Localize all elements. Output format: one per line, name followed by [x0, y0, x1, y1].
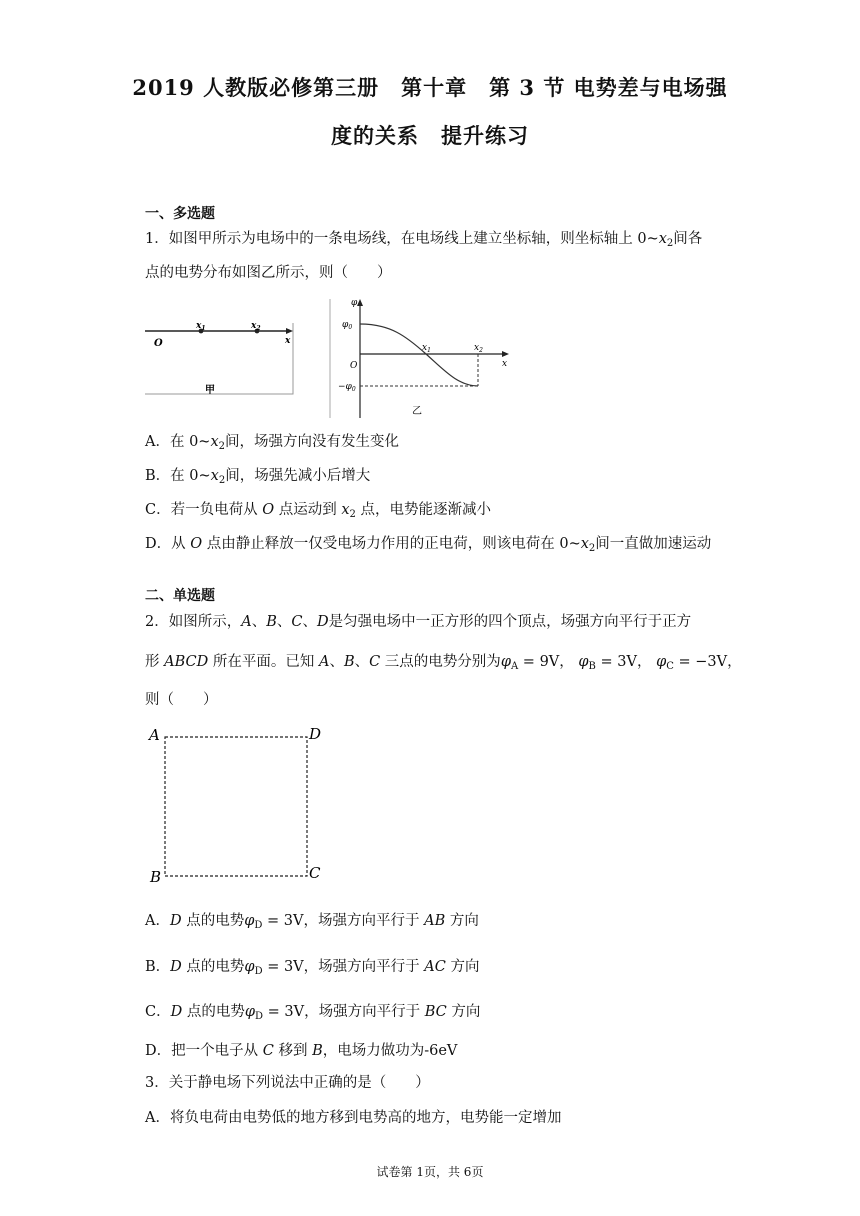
question-2-line-2: 形 ABCD 所在平面。已知 A、B、C 三点的电势分别为$\varphi_A = 9V$， $\varphi_B = 3V$， $\varphi_C = -3V$， — [145, 654, 742, 672]
question-2-option-d: D．把一个电子从 C 移到 B，电场力做功为-6eV — [145, 1043, 458, 1059]
fig-jia-caption: 甲 — [205, 385, 215, 396]
question-1-option-c: C．若一负电荷从 O 点运动到 $x_2$ 点，电势能逐渐减小 — [145, 502, 491, 520]
fig-jia-axis-label: x — [285, 336, 291, 346]
section-heading-multiple-choice: 一、多选题 — [145, 206, 215, 222]
question-2-option-c: C．D 点的电势$\varphi_D = 3V$，场强方向平行于 BC 方向 — [145, 1004, 481, 1022]
question-1-option-b: B．在 $0\sim x_2$间，场强先减小后增大 — [145, 468, 371, 486]
fig-yi-x2-label: $x_2$ — [474, 343, 483, 354]
page-title-line-2: 度的关系 提升练习 — [331, 123, 529, 148]
figure-yi-potential-graph — [328, 296, 514, 420]
figure-square-abcd — [145, 722, 335, 886]
fig-yi-caption: 乙 — [412, 406, 422, 417]
question-1-option-a: A．在 $0\sim x_2$间，场强方向没有发生变化 — [145, 434, 400, 452]
question-3-option-a: A．将负电荷由电势低的地方移到电势高的地方，电势能一定增加 — [145, 1110, 562, 1126]
vertex-c-label: C — [309, 864, 321, 882]
figure-jia-field-line — [143, 318, 295, 398]
question-2-line-3: 则（ ） — [145, 692, 218, 708]
question-2-line-1: 2．如图所示，A、B、C、D是匀强电场中一正方形的四个顶点，场强方向平行于正方 — [145, 614, 692, 630]
vertex-b-label: B — [150, 868, 162, 886]
fig-yi-phi0-label: $\varphi_0$ — [342, 320, 353, 331]
section-heading-single-choice: 二、单选题 — [145, 588, 215, 604]
question-2-option-a: A．D 点的电势$\varphi_D = 3V$，场强方向平行于 AB 方向 — [145, 913, 479, 931]
page-footer: 试卷第 1页，共 6页 — [376, 1165, 484, 1179]
fig-yi-axis-label: x — [502, 359, 508, 369]
fig-yi-phi-label: φ — [351, 298, 358, 308]
fig-yi-x1-label: $x_1$ — [422, 343, 431, 354]
fig-yi-neg-phi0-label: $-\varphi_0$ — [338, 382, 356, 393]
question-3-line-1: 3．关于静电场下列说法中正确的是（ ） — [145, 1075, 430, 1091]
vertex-d-label: D — [309, 725, 322, 743]
question-1-option-d: D．从 O 点由静止释放一仅受电场力作用的正电荷，则该电荷在 $0\sim x_2$间一直做加速运动 — [145, 536, 712, 554]
page-title-line-1: 2019 人教版必修第三册 第十章 第 3 节 电势差与电场强 — [132, 75, 728, 100]
question-2-option-b: B．D 点的电势$\varphi_D = 3V$，场强方向平行于 AC 方向 — [145, 959, 480, 977]
fig-jia-x1-label: $x_1$ — [196, 321, 206, 332]
question-1-line-2: 点的电势分布如图乙所示，则（ ） — [145, 265, 392, 281]
question-1-line-1: 1．如图甲所示为电场中的一条电场线，在电场线上建立坐标轴，则坐标轴上 $0\sim x_2$间各 — [145, 231, 703, 249]
fig-yi-origin-label: O — [350, 361, 358, 371]
fig-jia-origin-label: O — [154, 338, 163, 349]
fig-jia-x2-label: $x_2$ — [251, 321, 261, 332]
vertex-a-label: A — [149, 726, 160, 744]
